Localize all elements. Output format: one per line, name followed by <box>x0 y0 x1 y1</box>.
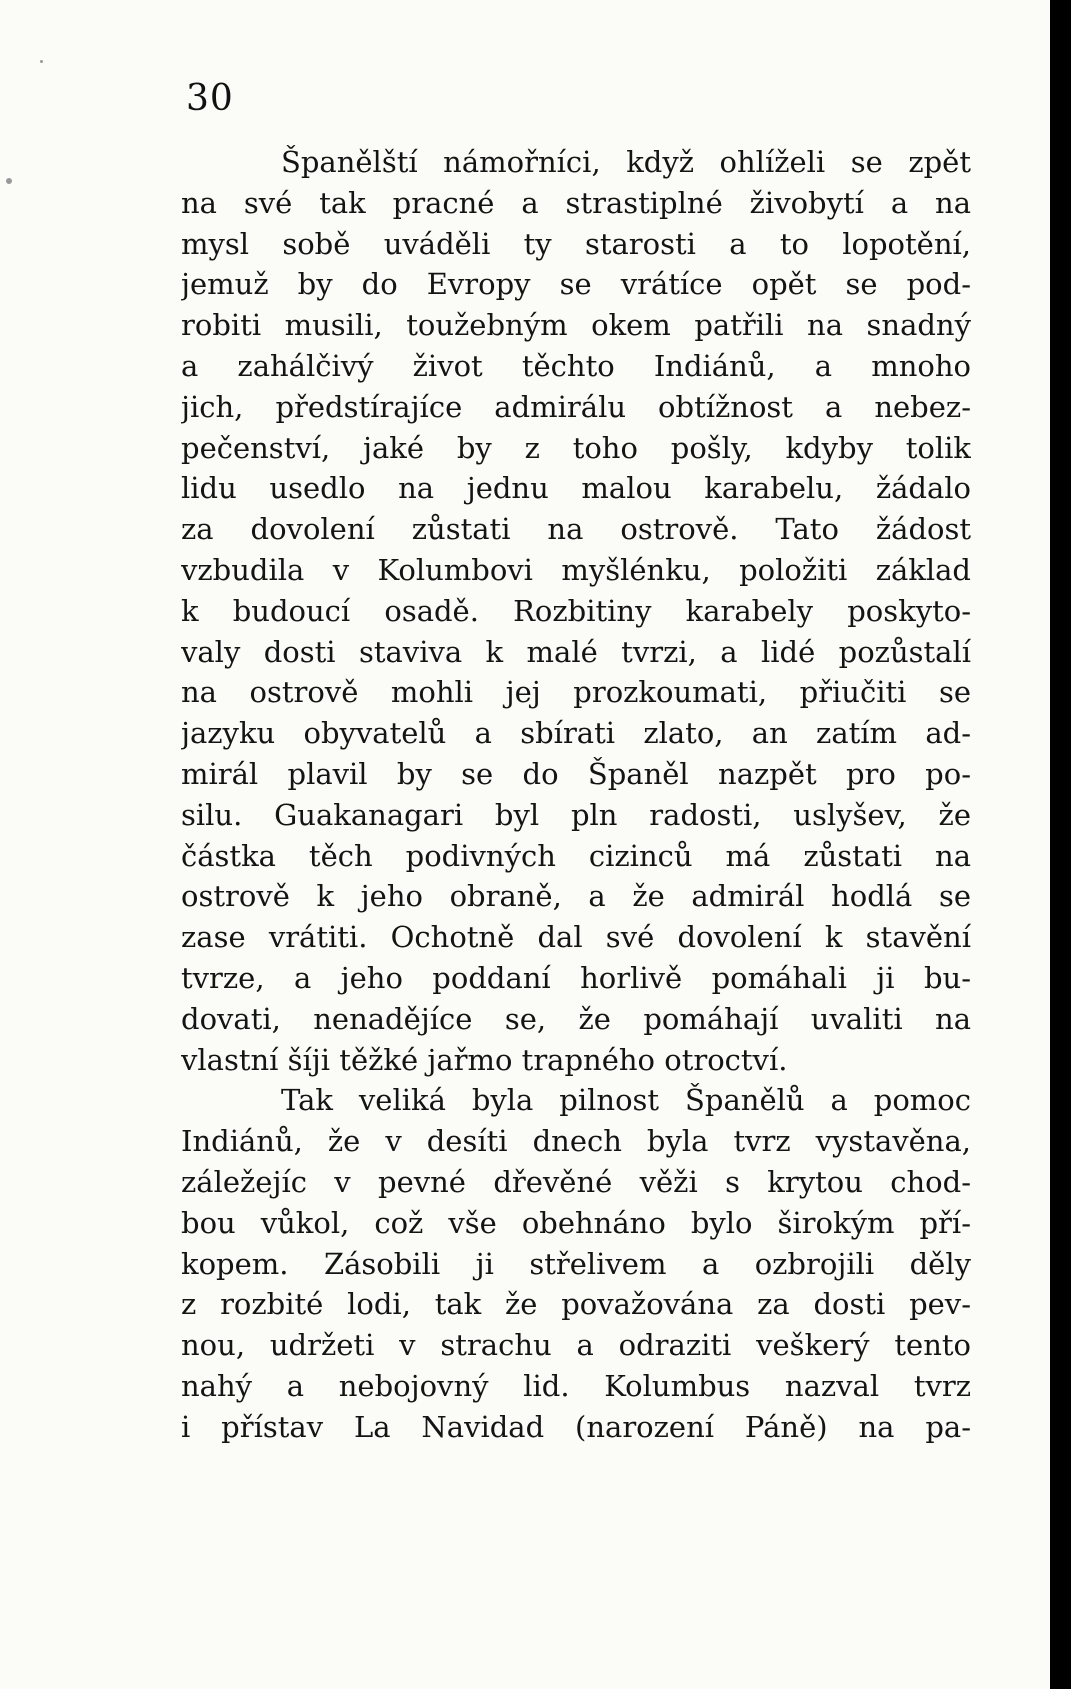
text-line: Španělští námořníci, když ohlíželi se zpět <box>281 145 971 179</box>
text-line: na své tak pracné a strastiplné živobytí a na <box>181 185 971 220</box>
text-line: lidu usedlo na jednu malou karabelu, žádalo <box>181 471 971 506</box>
text-line: záležejíc v pevné dřevěné věži s krytou chod- <box>181 1164 971 1199</box>
text-line: za dovolení zůstati na ostrově. Tato žádost <box>181 512 971 547</box>
text-line: mirál plavil by se do Španěl nazpět pro po- <box>181 756 971 791</box>
text-line: valy dosti staviva k malé tvrzi, a lidé pozůstalí <box>181 634 971 669</box>
text-line: částka těch podivných cizinců má zůstati na <box>181 838 971 873</box>
text-line: silu. Guakanagari byl pln radosti, uslyšev, že <box>181 797 971 832</box>
scan-speck <box>40 60 43 63</box>
text-line: a zahálčivý život těchto Indiánů, a mnoho <box>181 348 971 383</box>
text-line: i přístav La Navidad (narození Páně) na pa- <box>181 1409 971 1444</box>
text-line: mysl sobě uváděli ty starosti a to lopotění, <box>181 226 971 261</box>
page-number: 30 <box>186 78 234 119</box>
text-line: tvrze, a jeho poddaní horlivě pomáhali ji bu- <box>181 960 971 995</box>
text-line: Tak veliká byla pilnost Španělů a pomoc <box>281 1083 971 1118</box>
text-line: Indiánů, že v desíti dnech byla tvrz vystavěna, <box>181 1124 971 1159</box>
text-line: vzbudila v Kolumbovi myšlénku, položiti základ <box>181 552 971 587</box>
text-line: pečenství, jaké by z toho pošly, kdyby tolik <box>181 430 971 465</box>
text-line: nahý a nebojovný lid. Kolumbus nazval tvrz <box>181 1368 971 1403</box>
body-text <box>181 142 971 1448</box>
text-line: na ostrově mohli jej prozkoumati, přiučiti se <box>181 675 971 710</box>
text-line: zase vrátiti. Ochotně dal své dovolení k stavění <box>181 920 971 955</box>
text-line: dovati, nenadějíce se, že pomáhají uvaliti na <box>181 1001 971 1036</box>
text-line: nou, udržeti v strachu a odraziti veškerý tento <box>181 1328 971 1363</box>
text-line: z rozbité lodi, tak že považována za dosti pev- <box>181 1287 971 1322</box>
scan-edge <box>1050 0 1071 1689</box>
scan-speck <box>6 178 12 184</box>
page-top-strip <box>0 0 1071 30</box>
text-line: k budoucí osadě. Rozbitiny karabely poskyto- <box>181 593 971 628</box>
text-line: robiti musili, toužebným okem patřili na snadný <box>181 308 971 343</box>
text-line: jich, předstírajíce admirálu obtížnost a nebez- <box>181 389 971 424</box>
text-line: jemuž by do Evropy se vrátíce opět se pod- <box>181 267 971 302</box>
text-line: jazyku obyvatelů a sbírati zlato, an zatím ad- <box>181 716 971 751</box>
text-line: bou vůkol, což vše obehnáno bylo širokým pří- <box>181 1205 971 1240</box>
text-line: ostrově k jeho obraně, a že admirál hodlá se <box>181 879 971 914</box>
text-line: kopem. Zásobili ji střelivem a ozbrojili děly <box>181 1246 971 1281</box>
text-line: vlastní šíji těžké jařmo trapného otroctví. <box>181 1042 788 1077</box>
